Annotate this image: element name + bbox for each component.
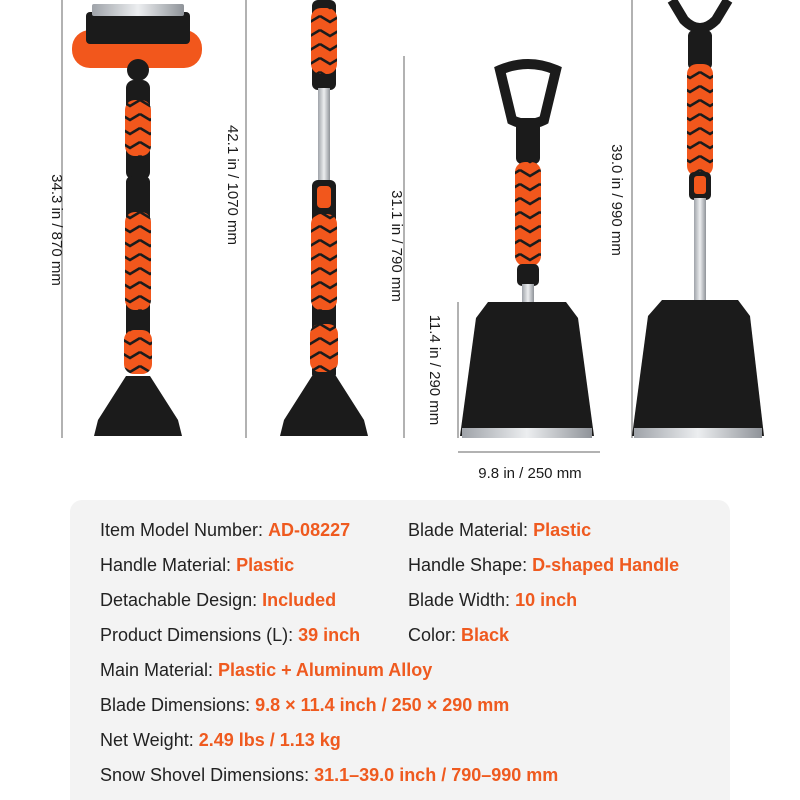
spec-value: 2.49 lbs / 1.13 kg — [198, 730, 341, 750]
spec-net-weight — [100, 730, 341, 751]
brush-pivot — [127, 59, 149, 81]
lower-grip-2 — [311, 214, 337, 310]
snow-brush-tool — [48, 0, 202, 438]
spec-label: Color: — [408, 625, 462, 645]
spec-label: Handle Material: — [100, 555, 237, 575]
spec-card — [70, 500, 730, 800]
grip-end — [517, 264, 539, 286]
spec-value: Included — [262, 590, 337, 610]
spec-color — [408, 625, 509, 646]
steel-shaft — [318, 88, 330, 184]
ice-scraper — [94, 376, 182, 436]
spec-value: 31.1–39.0 inch / 790–990 mm — [314, 765, 559, 785]
dimension-label-tool3: 31.1 in / 790 mm — [388, 190, 405, 302]
spec-blade-dimensions — [100, 695, 509, 716]
spec-product-dimensions — [100, 625, 360, 646]
spec-label: Main Material: — [100, 660, 219, 680]
dimension-label-tool1: 34.3 in / 870 mm — [48, 174, 65, 286]
shovel-blade-2 — [632, 300, 764, 436]
shovel-blade — [460, 302, 594, 436]
spec-label: Net Weight: — [100, 730, 199, 750]
brush-blade — [92, 4, 184, 16]
shovel-grip-2 — [687, 64, 713, 176]
spec-value: D-shaped Handle — [532, 555, 680, 575]
lower-grip — [125, 212, 151, 310]
spec-shovel-dimensions — [100, 765, 558, 786]
spec-value: 39 inch — [298, 625, 361, 645]
lock-button-4 — [694, 176, 706, 194]
top-grip — [311, 8, 337, 74]
spec-blade-width — [408, 590, 577, 611]
d-grip-handle-2 — [672, 0, 728, 28]
shovel-grip — [515, 162, 541, 266]
spec-label: Blade Material: — [408, 520, 534, 540]
spec-value: Plastic — [236, 555, 295, 575]
short-shovel-tool — [388, 56, 600, 482]
spec-value: Black — [461, 625, 510, 645]
handle-neck — [516, 118, 540, 164]
spec-label: Item Model Number: — [100, 520, 269, 540]
spec-item-model — [100, 520, 350, 541]
wear-strip-2 — [634, 428, 762, 438]
wear-strip — [462, 428, 592, 438]
ice-scraper-2 — [280, 376, 368, 436]
spec-label: Blade Width: — [408, 590, 516, 610]
spec-label: Product Dimensions (L): — [100, 625, 299, 645]
spec-detachable — [100, 590, 336, 611]
extended-scraper-tool — [224, 0, 368, 438]
spec-value: Plastic — [533, 520, 592, 540]
dimension-label-blade-height: 11.4 in / 290 mm — [426, 314, 443, 426]
spec-main-material — [100, 660, 432, 681]
dimension-label-blade-width: 9.8 in / 250 mm — [478, 465, 582, 482]
spec-label: Detachable Design: — [100, 590, 263, 610]
steel-shaft-4 — [694, 198, 706, 310]
spec-blade-material — [408, 520, 591, 541]
spec-value: Plastic + Aluminum Alloy — [218, 660, 433, 680]
upper-grip — [125, 100, 151, 156]
spec-label: Snow Shovel Dimensions: — [100, 765, 315, 785]
spec-label: Handle Shape: — [408, 555, 533, 575]
base-grip — [124, 330, 152, 374]
dimension-label-tool4: 39.0 in / 990 mm — [608, 144, 625, 256]
spec-value: AD-08227 — [268, 520, 351, 540]
brush-head — [86, 12, 190, 44]
base-grip-2 — [310, 324, 338, 372]
d-grip-handle — [500, 64, 556, 124]
spec-label: Blade Dimensions: — [100, 695, 256, 715]
spec-handle-material — [100, 555, 294, 576]
dimension-label-tool2: 42.1 in / 1070 mm — [224, 124, 241, 246]
spec-value: 9.8 × 11.4 inch / 250 × 290 mm — [255, 695, 510, 715]
spec-value: 10 inch — [515, 590, 578, 610]
lock-button-2 — [317, 186, 331, 208]
long-shovel-tool — [608, 0, 764, 438]
spec-handle-shape — [408, 555, 679, 576]
